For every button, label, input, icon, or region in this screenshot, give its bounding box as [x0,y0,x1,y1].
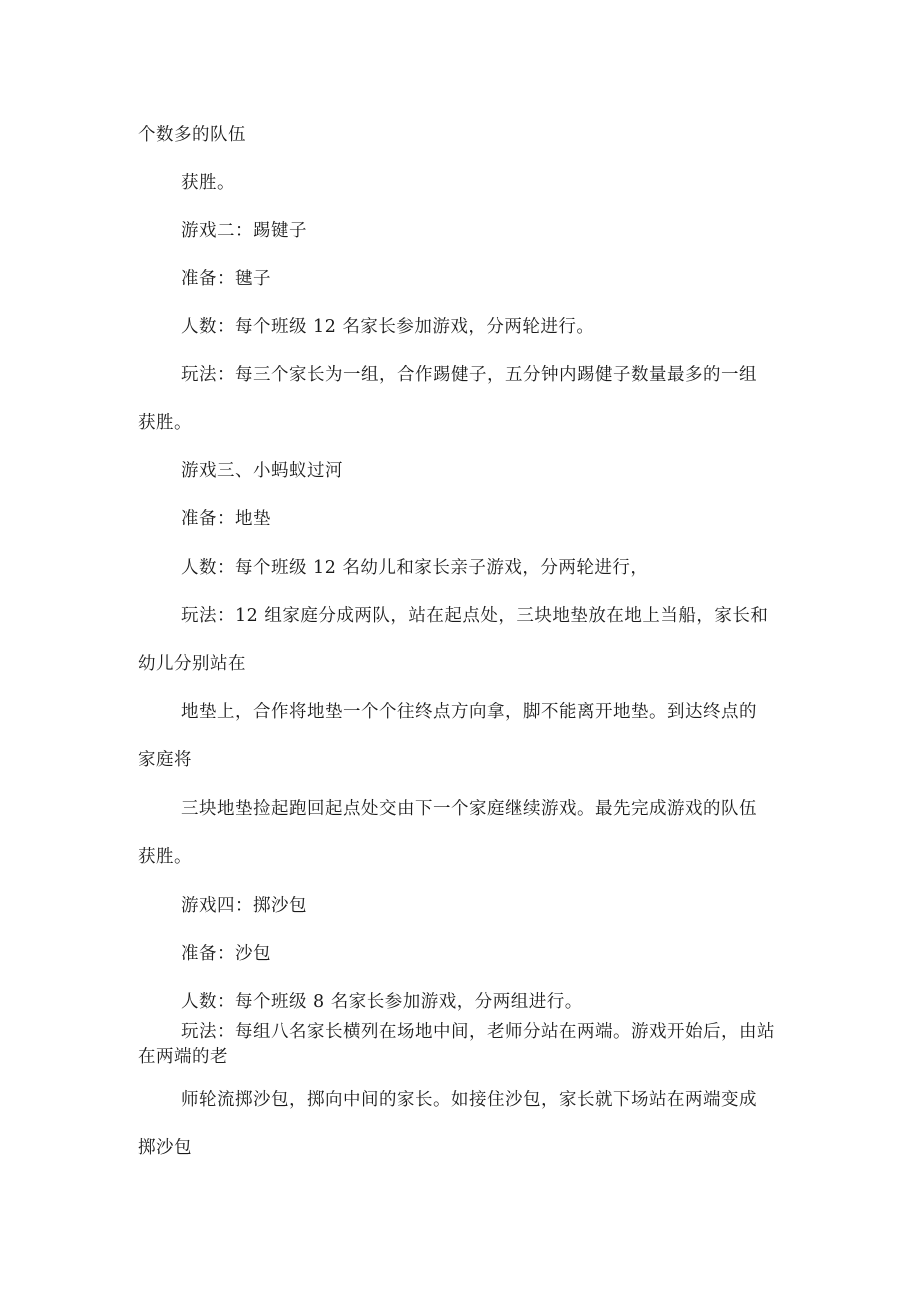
paragraph-line: 掷沙包 [138,1138,192,1158]
paragraph-line: 人数：每个班级 12 名幼儿和家长亲子游戏，分两轮进行， [181,558,649,578]
paragraph-line: 幼儿分别站在 [138,654,246,674]
paragraph-line: 玩法：12 组家庭分成两队，站在起点处，三块地垫放在地上当船，家长和 [181,606,769,626]
paragraph-line: 准备：毽子 [181,269,271,289]
paragraph-line: 家庭将 [138,750,192,770]
section-heading-game-two: 游戏二：踢键子 [181,221,307,241]
paragraph-line: 玩法：每三个家长为一组，合作踢健子，五分钟内踢健子数量最多的一组 [181,365,757,385]
paragraph-line: 师轮流掷沙包，掷向中间的家长。如接住沙包，家长就下场站在两端变成 [181,1090,757,1110]
paragraph-line: 准备：沙包 [181,944,271,964]
paragraph-line: 获胜。 [138,847,192,867]
section-heading-game-three: 游戏三、小蚂蚁过河 [181,461,343,481]
paragraph-line: 在两端的老 [138,1047,228,1067]
paragraph-line: 玩法：每组八名家长横列在场地中间，老师分站在两端。游戏开始后，由站 [181,1022,775,1042]
paragraph-line: 地垫上，合作将地垫一个个往终点方向拿，脚不能离开地垫。到达终点的 [181,702,757,722]
paragraph-line: 人数：每个班级 12 名家长参加游戏，分两轮进行。 [181,317,595,337]
paragraph-line: 准备：地垫 [181,509,271,529]
paragraph-line: 个数多的队伍 [138,125,246,145]
paragraph-line: 人数：每个班级 8 名家长参加游戏，分两组进行。 [181,992,583,1012]
paragraph-line: 获胜。 [138,413,192,433]
section-heading-game-four: 游戏四：掷沙包 [181,896,307,916]
paragraph-line: 获胜。 [181,173,235,193]
paragraph-line: 三块地垫捡起跑回起点处交由下一个家庭继续游戏。最先完成游戏的队伍 [181,799,757,819]
